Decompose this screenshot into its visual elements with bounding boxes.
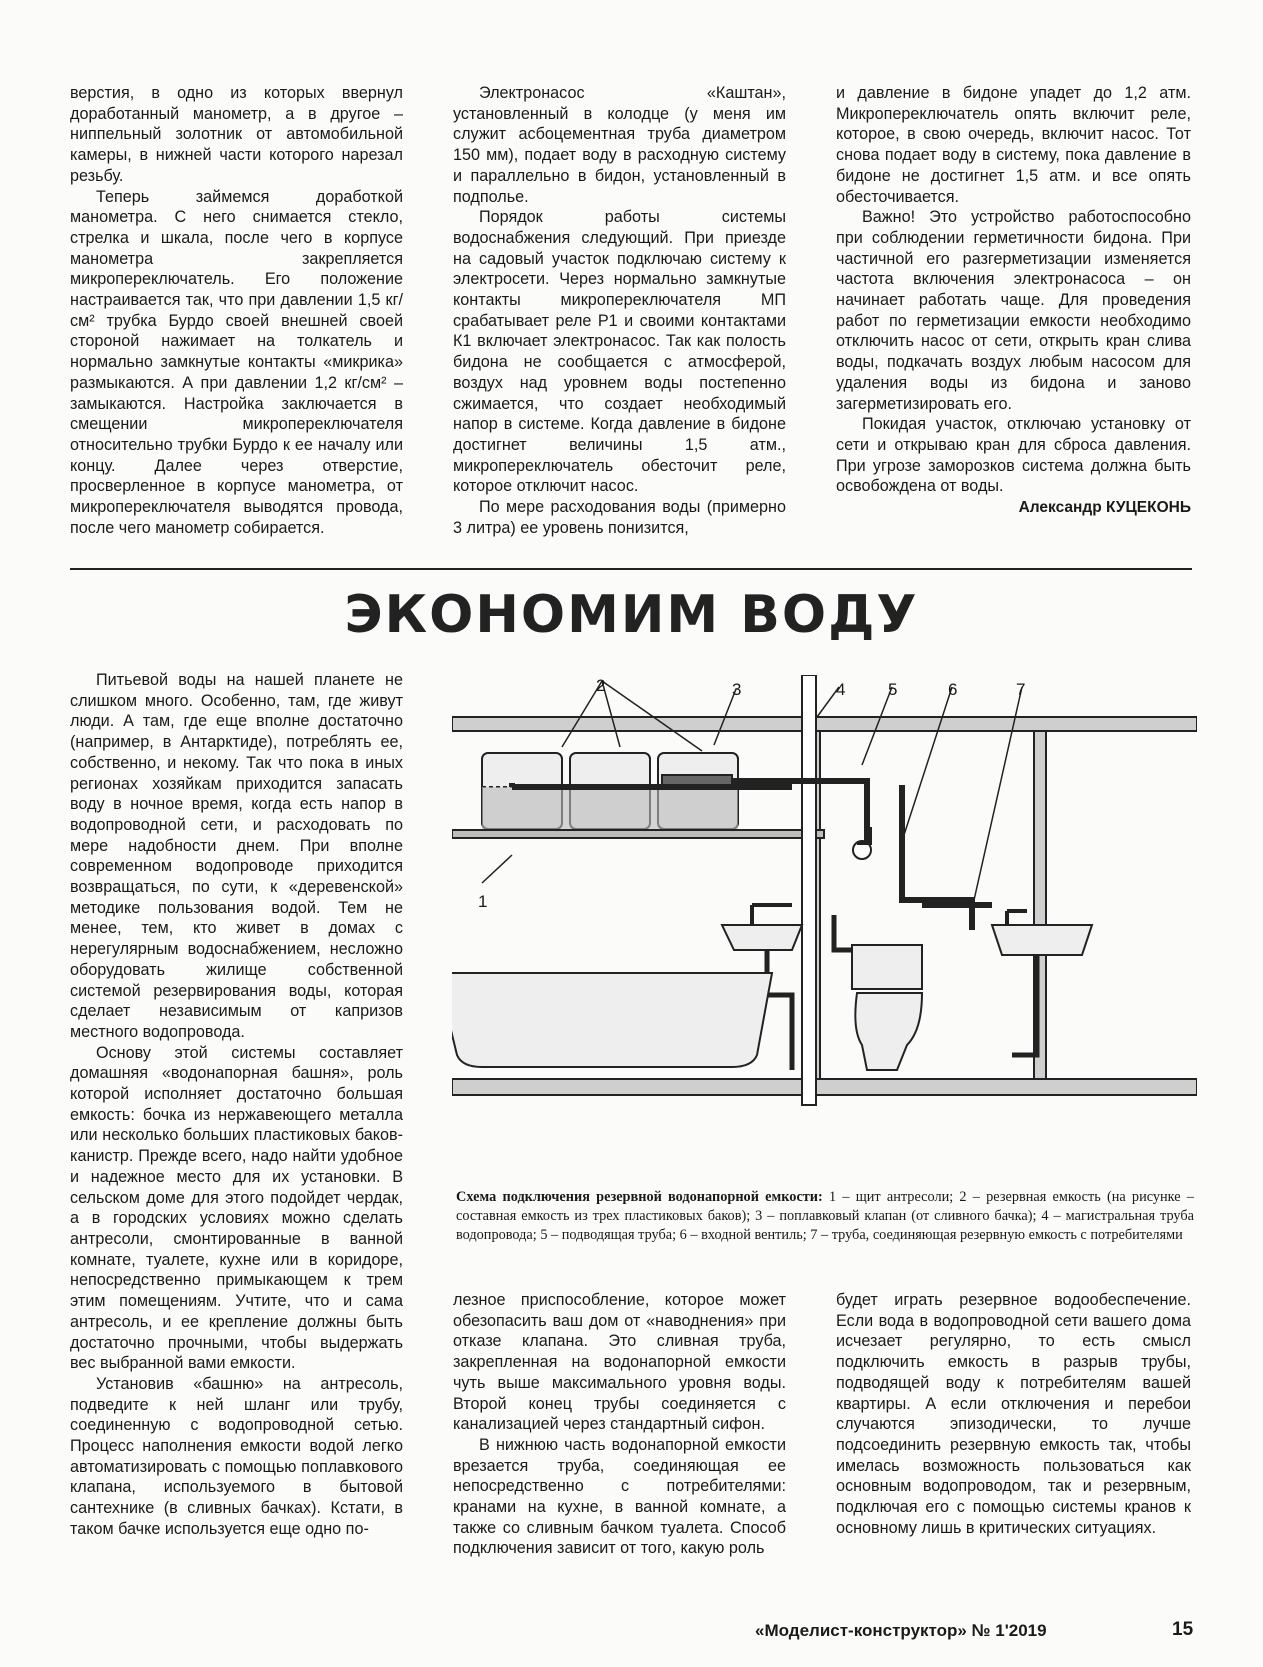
top-col-3-text	[836, 83, 1191, 497]
top-col-1	[70, 83, 403, 538]
paragraph: В нижнюю часть водонапорной емкости врезается труба, соединяющая ее непосредственно с потребителями: кранами на кухне, в ванной комнате, а также со сливным бачком туалета. Способ подключения зависит от того, какую роль	[453, 1435, 786, 1558]
label-4: 4	[836, 680, 846, 699]
paragraph: Питьевой воды на нашей планете не слишком много. Особенно, там, где живут люди. А там, где еще вполне достаточно (например, в Антарктиде), потреблять ее, собственно, и некому. Так что пока в иных регионах хозяйкам приходится запасать воду в ночное время, когда есть напор в водопроводной сети, и расходовать по мере надобности днем. При вполне современном водопроводе приходится возвращаться, по сути, к «деревенской» методике пользования водой. Тем не менее, тем, кто живет в домах с нерегулярным водоснабжением, несложно оборудовать жилище собственной системой резервирования воды, которая сделает независимым от капризов местного водопровода.	[70, 671, 403, 1041]
toilet	[834, 915, 922, 1070]
label-7: 7	[1016, 680, 1026, 699]
paragraph: Покидая участок, отключаю установку от сети и открываю кран для сброса давления. При угрозе заморозков система должна быть освобождена от воды.	[836, 415, 1191, 496]
label-6: 6	[948, 680, 958, 699]
article-col-3	[836, 1290, 1191, 1538]
label-5: 5	[888, 680, 898, 699]
ceiling-slab	[452, 717, 1197, 731]
caption-body: 1 – щит антресоли; 2 – резервная емкость (на рисунке – составная емкость из трех пластиковых баков); 3 – поплавковый клапан (от сливного бачка); 4 – магистральная труба водопровода; 5 – подводящая труба; 6 – входной вентиль; 7 – труба, соединяющая резервную емкость с потребителями	[456, 1189, 1194, 1243]
caption-title: Схема подключения резервной водонапорной емкости:	[456, 1189, 823, 1205]
figure-caption	[456, 1188, 1194, 1245]
paragraph: и давление в бидоне упадет до 1,2 атм. Микропереключатель опять включит реле, которое, в свою очередь, включит насос. Тот снова подает воду в систему, пока давление в бидоне не достигнет 1,5 атм. и все опять обесточивается.	[836, 84, 1191, 206]
top-col-2	[453, 83, 786, 538]
bathtub	[452, 973, 772, 1067]
paragraph: верстия, в одно из которых ввернул доработанный манометр, а в другое – ниппельный золотник от автомобильной камеры, в нижней части которого нарезал резьбу.	[70, 84, 403, 185]
paragraph: Порядок работы системы водоснабжения следующий. При приезде на садовый участок подключаю систему к электросети. Через нормально замкнутые контакты микропереключателя МП срабатывает реле Р1 и своими контактами К1 включает электронасос. Так как полость бидона не сообщается с атмосферой, воздух над уровнем воды постепенно сжимается, что создает необходимый напор в системе. Когда давление в бидоне достигнет величины 1,5 атм., микропереключатель обесточит реле, которое отключит насос.	[453, 208, 786, 496]
paragraph: Важно! Это устройство работоспособно при соблюдении герметичности бидона. При частичной его разгерметизации изменяется частота включения электронасоса – он начинает работать чаще. Для проведения работ по герметизации емкости необходимо отключить насос от сети, открыть кран слива воды, подкачать воздух любым насосом для удаления воды из бидона и заново загерметизировать его.	[836, 208, 1191, 413]
paragraph: Установив «башню» на антресоль, подведите к ней шланг или трубу, соединенную с водопроводной сетью. Процесс наполнения емкости водой легко автоматизировать с помощью поплавкового клапана, используемого в бытовой сантехнике (в сливных бачках). Кстати, в таком бачке используется еще одно по-	[70, 1374, 403, 1538]
label-3: 3	[732, 680, 742, 699]
paragraph: Основу этой системы составляет домашняя «водонапорная башня», роль которой исполняет достаточно большая емкость: бочка из нержавеющего металла или несколько больших пластиковых баков-канистр. Прежде всего, надо найти удобное и надежное место для их установки. В сельском доме для этого подойдет чердак, а в городских условиях можно сделать антресоли, смонтированные в ванной комнате, туалете, кухне или в коридоре, непосредственно примыкающем к трем этим помещениям. Учтите, что и сама антресоль, и ее крепление должны быть достаточно прочными, чтобы выдержать вес выбранной вами емкости.	[70, 1043, 403, 1373]
floor-slab	[452, 1079, 1197, 1095]
signature: Александр КУЦЕКОНЬ	[1018, 499, 1191, 517]
paragraph: Теперь займемся доработкой манометра. С него снимается стекло, стрелка и шкала, после чего в корпусе манометра закрепляется микропереключатель. Его положение настраивается так, что при давлении 1,5 кг/см² трубка Бурдо своей внешней своей стороной нажимает на толкатель и нормально замкнутые контакты «микрика» размыкаются. А при давлении 1,2 кг/см² – замыкаются. Настройка заключается в смещении микропереключателя относительно трубки Бурдо к ее началу или концу. Далее через отверстие, просверленное в корпусе манометра, от микропереключателя выводятся провода, после чего манометр собирается.	[70, 187, 403, 537]
main-pipe	[802, 675, 816, 1105]
reserve-tanks	[482, 753, 738, 829]
sink-right	[992, 925, 1092, 955]
paragraph: По мере расходования воды (примерно 3 литра) ее уровень понизится,	[453, 498, 786, 537]
sink-left	[722, 925, 802, 950]
mezzanine-shelf	[452, 830, 824, 838]
top-col-3	[836, 83, 1191, 519]
label-2: 2	[596, 676, 606, 695]
article-col-1	[70, 670, 403, 1540]
paragraph: будет играть резервное водообеспечение. Если вода в водопроводной сети вашего дома исчезает регулярно, то есть смысл подключить емкость в разрыв трубы, подводящей воду к потребителям вашей квартиры. А если отключения и перебои случаются эпизодически, то лучше подсоединить резервную емкость так, чтобы имелась возможность пользоваться как основным водопроводом, так и резервным, подключая его с помощью системы кранов к основному лишь в критических ситуациях.	[836, 1291, 1191, 1537]
page-number: 15	[1172, 1619, 1194, 1640]
label-1: 1	[478, 892, 488, 911]
footer-magazine: «Моделист-конструктор» № 1'2019	[755, 1621, 1047, 1640]
section-divider	[70, 568, 1192, 570]
paragraph: Электронасос «Каштан», установленный в колодце (у меня им служит асбоцементная труба диаметром 150 мм), подает воду в расходную систему и параллельно в бидон, установленный в подполье.	[453, 84, 786, 206]
article-title: ЭКОНОМИМ ВОДУ	[344, 585, 919, 645]
plumbing-diagram	[452, 675, 1197, 1188]
paragraph: лезное приспособление, которое может обезопасить ваш дом от «наводнения» при отказе клапана. Это сливная труба, закрепленная на водонапорной емкости чуть выше максимального уровня воды. Второй конец трубы соединяется с канализацией через стандартный сифон.	[453, 1291, 786, 1434]
article-col-2	[453, 1290, 786, 1559]
